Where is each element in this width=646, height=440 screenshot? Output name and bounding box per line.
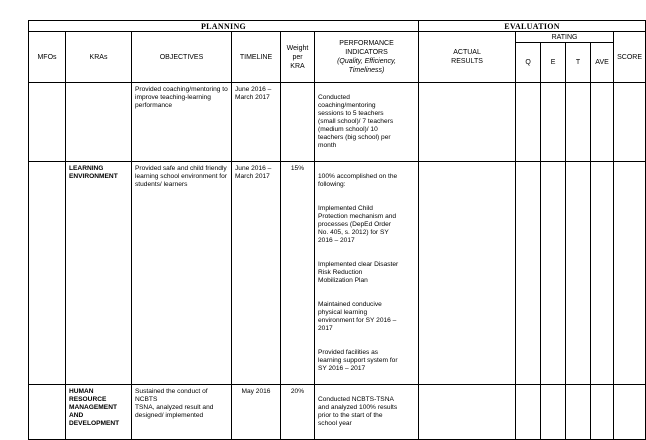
evaluation-table <box>28 20 646 440</box>
rating-e-cell <box>541 83 566 162</box>
objective-cell: Provided safe and child friendly learning school environment for students/ learners <box>132 162 232 385</box>
rating-ave-cell <box>591 385 614 440</box>
timeline-cell: June 2016 – March 2017 <box>232 83 281 162</box>
indicator-text: 100% accomplished on the following: <box>318 173 398 188</box>
indicators-cell <box>315 162 419 385</box>
weight-cell: 15% <box>281 162 315 385</box>
indicator-text: Implemented Child Protection mechanism and processes (DepEd Order No. 405, s. 2012) for SY 2016 – 2017 <box>318 205 397 244</box>
rating-q-cell <box>516 385 541 440</box>
weight-cell: 20% <box>281 385 315 440</box>
actual-results-cell <box>419 385 516 440</box>
planning-header: PLANNING <box>29 21 419 32</box>
table-row <box>29 162 646 385</box>
col-performance-indicators <box>315 32 419 83</box>
rating-e-cell <box>541 162 566 385</box>
col-mfos: MFOs <box>29 32 66 83</box>
mfo-cell <box>29 385 66 440</box>
indicator-text: Provided facilities as learning support system for SY 2016 – 2017 <box>318 349 398 372</box>
indicators-cell <box>315 83 419 162</box>
mfo-cell <box>29 162 66 385</box>
indicator-text: Maintained conducive physical learning environment for SY 2016 – 2017 <box>318 301 397 332</box>
actual-results-cell <box>419 83 516 162</box>
col-rating-ave: AVE <box>591 43 614 83</box>
objective-cell: Sustained the conduct of NCBTS TSNA, analyzed result and designed/ implemented <box>132 385 232 440</box>
rating-ave-cell <box>591 162 614 385</box>
table-row <box>29 83 646 162</box>
actual-results-cell <box>419 162 516 385</box>
col-rating-e: E <box>541 43 566 83</box>
indicator-text: Implemented clear Disaster Risk Reduction Mobilization Plan <box>318 261 399 284</box>
col-objectives: OBJECTIVES <box>132 32 232 83</box>
kra-cell: HUMAN RESOURCE MANAGEMENT AND DEVELOPMENT <box>66 385 132 440</box>
score-cell <box>614 162 646 385</box>
col-score: SCORE <box>614 32 646 83</box>
rating-t-cell <box>566 83 591 162</box>
performance-title: PERFORMANCE INDICATORS <box>339 40 394 56</box>
col-kras: KRAs <box>66 32 132 83</box>
kra-cell: LEARNING ENVIRONMENT <box>66 162 132 385</box>
rating-e-cell <box>541 385 566 440</box>
rating-q-cell <box>516 83 541 162</box>
kra-cell <box>66 83 132 162</box>
col-timeline: TIMELINE <box>232 32 281 83</box>
rating-t-cell <box>566 162 591 385</box>
indicator-text: Conducted NCBTS-TSNA and analyzed 100% results prior to the start of the school year <box>318 396 398 427</box>
rating-t-cell <box>566 385 591 440</box>
objective-cell: Provided coaching/mentoring to improve teaching-learning performance <box>132 83 232 162</box>
weight-cell <box>281 83 315 162</box>
evaluation-header: EVALUATION <box>419 21 646 32</box>
col-rating-q: Q <box>516 43 541 83</box>
performance-subtitle: (Quality, Efficiency, Timeliness) <box>337 58 396 74</box>
table-row <box>29 385 646 440</box>
indicator-text: Conducted coaching/mentoring sessions to 5 teachers (small school)/ 7 teachers (medium school)/ 10 teachers (big school) per month <box>318 94 394 149</box>
col-weight: Weight per KRA <box>281 32 315 83</box>
mfo-cell <box>29 83 66 162</box>
col-actual-results: ACTUAL RESULTS <box>419 32 516 83</box>
score-cell <box>614 385 646 440</box>
col-rating-t: T <box>566 43 591 83</box>
score-cell <box>614 83 646 162</box>
rating-header: RATING <box>516 32 614 43</box>
rating-ave-cell <box>591 83 614 162</box>
timeline-cell: May 2016 <box>232 385 281 440</box>
indicators-cell <box>315 385 419 440</box>
rating-q-cell <box>516 162 541 385</box>
timeline-cell: June 2016 – March 2017 <box>232 162 281 385</box>
